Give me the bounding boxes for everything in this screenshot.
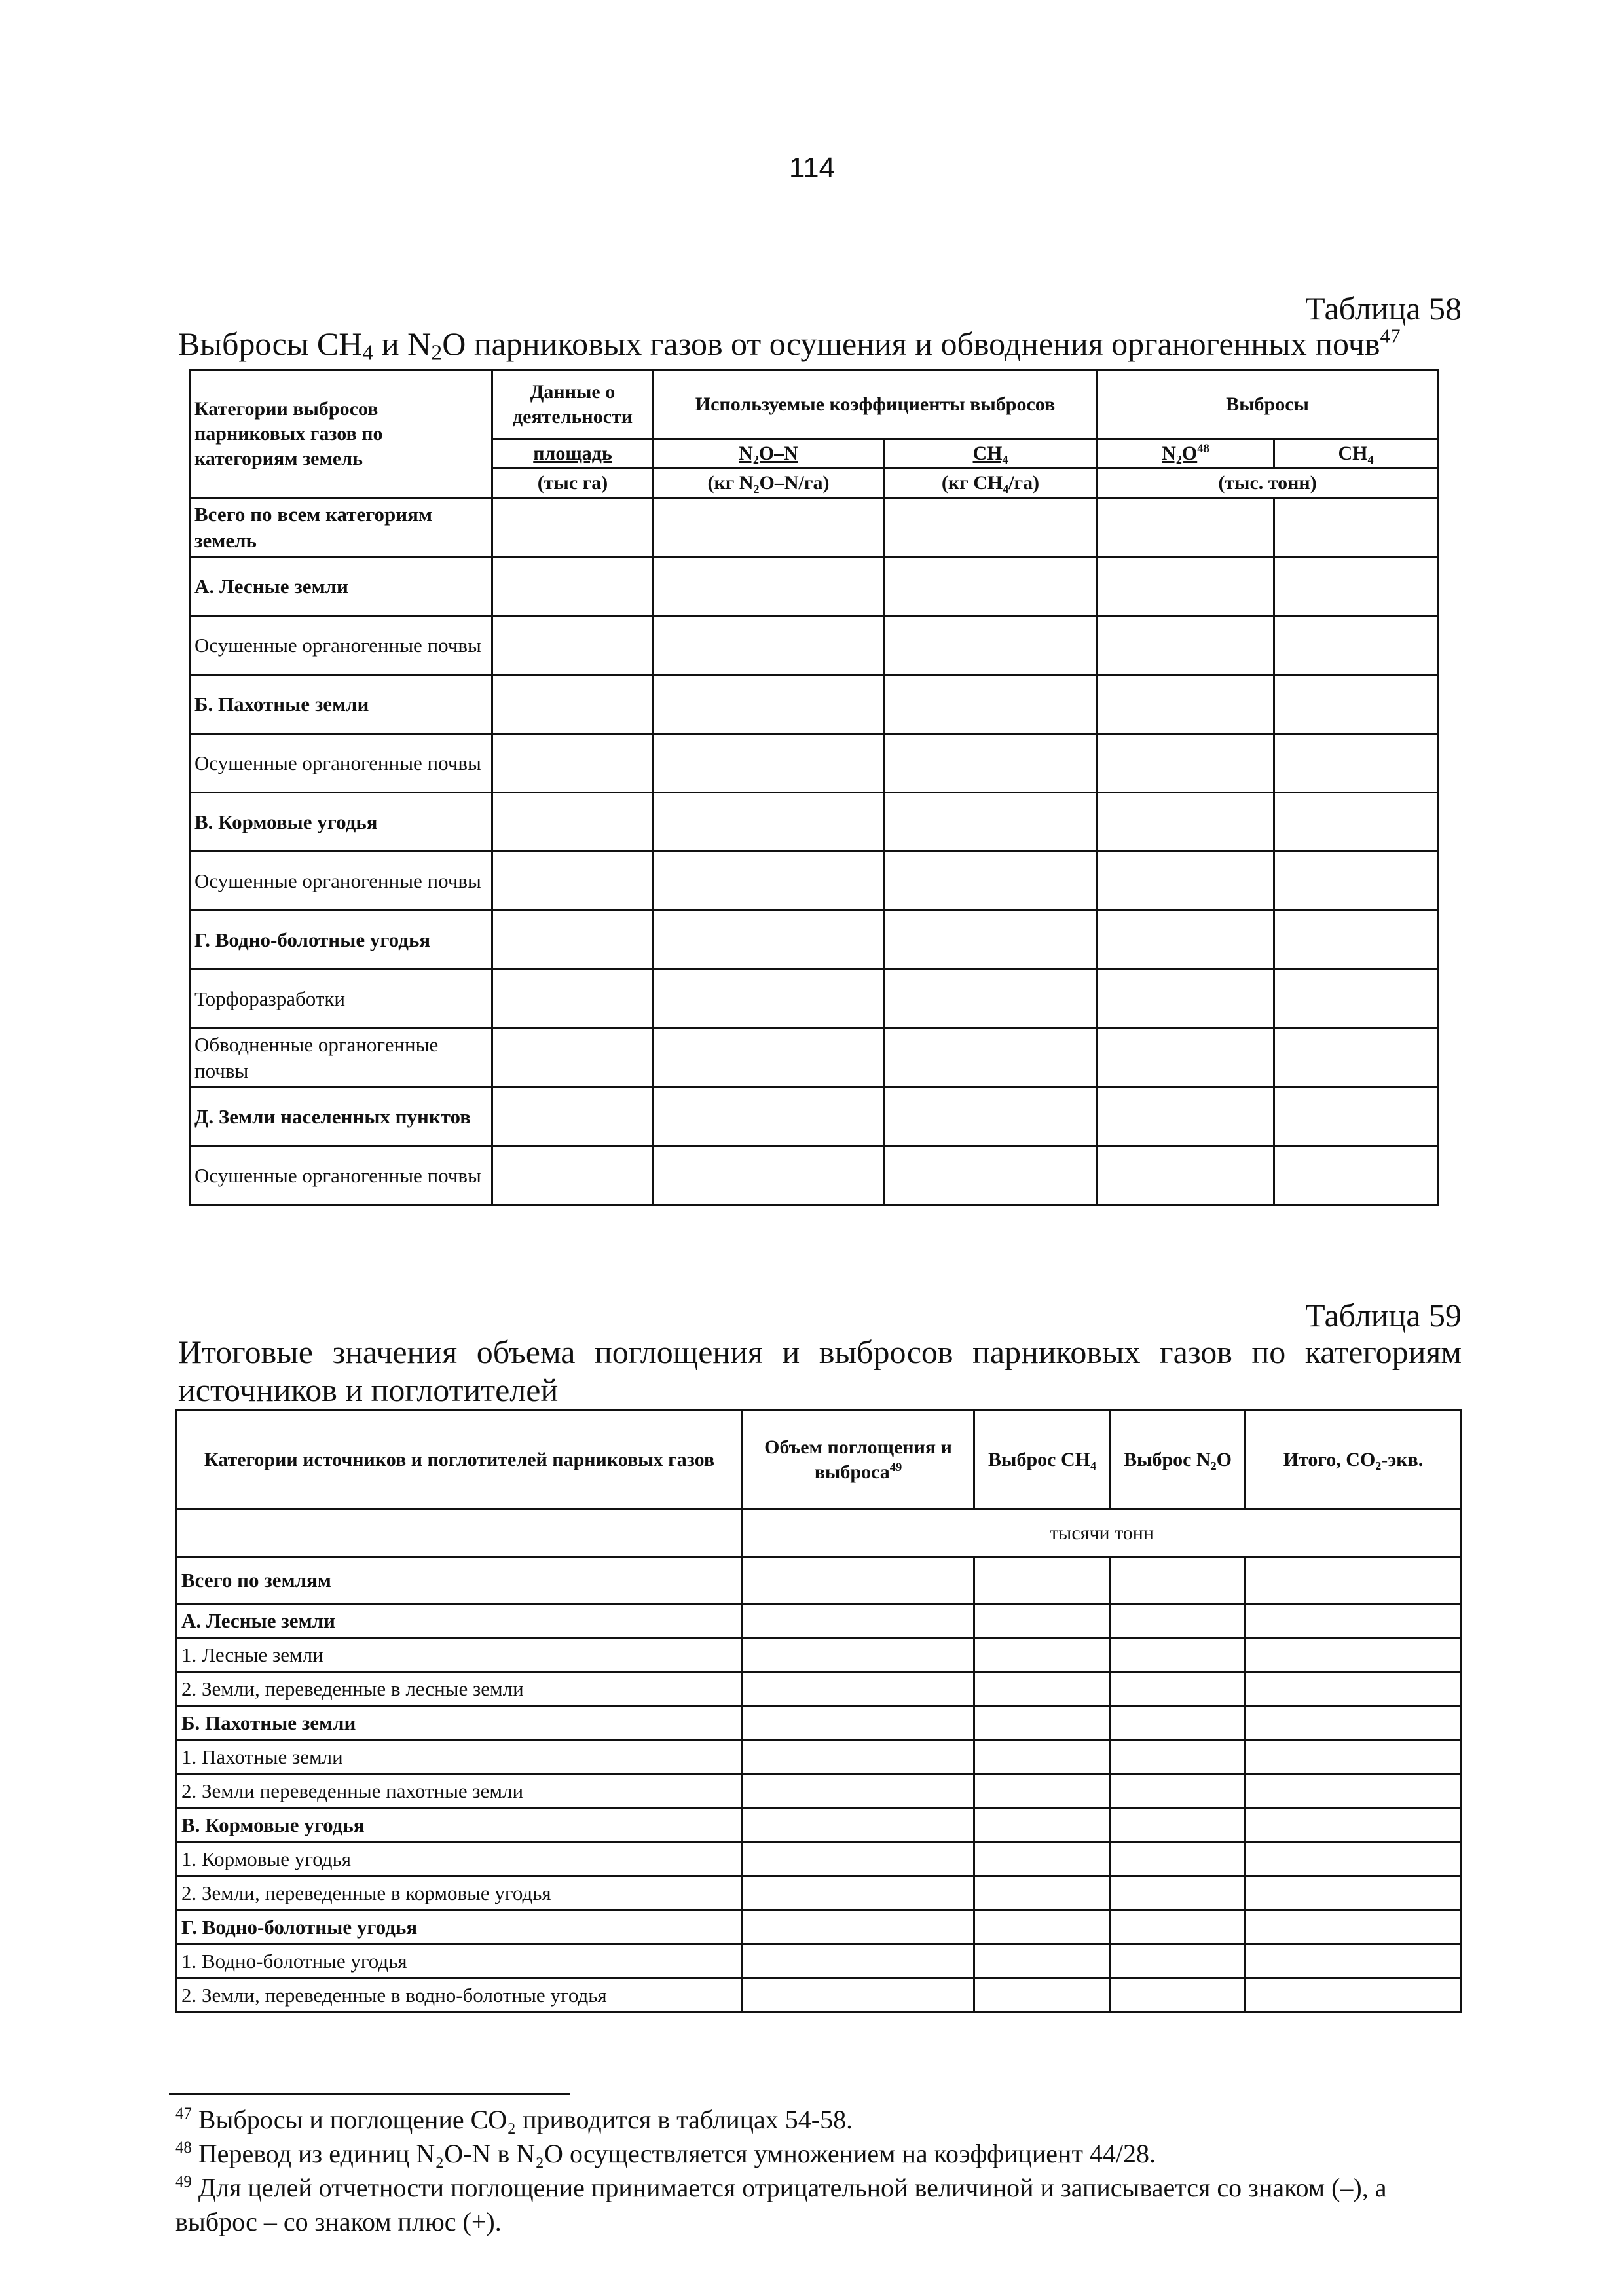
empty-cell [884, 1087, 1098, 1146]
empty-cell [654, 616, 884, 675]
row-label: 1. Пахотные земли [177, 1740, 743, 1774]
empty-cell [1246, 1876, 1462, 1910]
row-label: Обводненные органогенные почвы [190, 1029, 492, 1087]
empty-cell [884, 675, 1098, 734]
empty-cell [1098, 1087, 1274, 1146]
row-label: Б. Пахотные земли [190, 675, 492, 734]
table-58-row [190, 1029, 1438, 1087]
row-label: Торфоразработки [190, 970, 492, 1029]
empty-cell [1098, 1146, 1274, 1205]
empty-cell [974, 1740, 1111, 1774]
table-58-row [190, 734, 1438, 793]
table-59-row [177, 1740, 1462, 1774]
row-label: 2. Земли, переведенные в кормовые угодья [177, 1876, 743, 1910]
empty-cell [1111, 1672, 1246, 1706]
empty-cell [492, 1146, 654, 1205]
footnote-49: $^{49}$ Для целей отчетности поглощение принимается отрицательной величиной и записывается со знаком (–), а выброс – со знаком плюс (+). [175, 2173, 1387, 2236]
table-58-row [190, 675, 1438, 734]
table-59-row [177, 1808, 1462, 1842]
empty-cell [1098, 675, 1274, 734]
empty-cell [743, 1672, 974, 1706]
header-em-unit: (тыс. тонн) [1098, 469, 1438, 498]
table-58-row [190, 911, 1438, 970]
empty-cell [492, 675, 654, 734]
empty-cell [1111, 1978, 1246, 2013]
empty-cell [1274, 793, 1438, 852]
page-number: 114 [788, 152, 836, 184]
empty-cell [1274, 498, 1438, 557]
empty-cell [974, 1672, 1111, 1706]
empty-cell [884, 734, 1098, 793]
table-59 [175, 1409, 1462, 2013]
empty-cell [884, 1029, 1098, 1087]
footnote-48: $^{48}$ Перевод из единиц N₂O-N в N₂O осуществляется умножением на коэффициент 44/28. [175, 2139, 1156, 2168]
header-area-unit: (тыс га) [492, 469, 654, 498]
empty-cell [884, 911, 1098, 970]
empty-cell [1111, 1944, 1246, 1978]
table-58-title: Выбросы $CH_4$ и $N_2O$ парниковых газов от осушения и обводнения органогенных почв$^{47}$ [178, 324, 1401, 365]
empty-cell [492, 734, 654, 793]
empty-cell [974, 1774, 1111, 1808]
empty-cell [884, 498, 1098, 557]
row-label: Осушенные органогенные почвы [190, 734, 492, 793]
table-58 [189, 369, 1439, 1206]
table-58-row [190, 1146, 1438, 1205]
empty-cell [492, 793, 654, 852]
header-source-categories: Категории источников и поглотителей парниковых газов [177, 1410, 743, 1510]
empty-cell [1274, 675, 1438, 734]
table-59-row [177, 1604, 1462, 1638]
empty-cell [654, 498, 884, 557]
empty-cell [1274, 557, 1438, 616]
empty-cell [1246, 1706, 1462, 1740]
footnote-47: $^{47}$ Выбросы и поглощение CO₂ приводится в таблицах 54-58. [175, 2105, 853, 2134]
empty-cell [743, 1842, 974, 1876]
footnote-ref-49: 49 [889, 1460, 902, 1474]
empty-cell [974, 1944, 1111, 1978]
empty-cell [1098, 498, 1274, 557]
header-coef-n2o-unit: (кг N₂O–N/га) [654, 469, 884, 498]
empty-cell [1274, 616, 1438, 675]
empty-cell [1098, 970, 1274, 1029]
empty-cell [974, 1842, 1111, 1876]
empty-cell [1246, 1604, 1462, 1638]
row-label: 1. Лесные земли [177, 1638, 743, 1672]
row-label: 1. Кормовые угодья [177, 1842, 743, 1876]
empty-cell [492, 1087, 654, 1146]
header-emissions: Выбросы [1098, 370, 1438, 439]
header-n2o: Выброс N₂O [1111, 1410, 1246, 1510]
empty-cell [654, 1087, 884, 1146]
header-coef-ch4: CH₄ [884, 439, 1098, 469]
table-59-row [177, 1706, 1462, 1740]
header-unit: тысячи тонн [743, 1510, 1462, 1557]
empty-cell [1111, 1557, 1246, 1604]
table-58-row [190, 498, 1438, 557]
table-59-row [177, 1638, 1462, 1672]
header-em-n2o: $N_2O^{48}$ [1098, 439, 1274, 469]
empty-cell [1274, 911, 1438, 970]
footnote-ref-47: 47 [1380, 324, 1401, 348]
empty-cell [884, 970, 1098, 1029]
footnotes [175, 2103, 1459, 2239]
empty-cell [974, 1808, 1111, 1842]
row-label: В. Кормовые угодья [190, 793, 492, 852]
empty-cell [743, 1876, 974, 1910]
empty-cell [492, 616, 654, 675]
empty-cell [1274, 1146, 1438, 1205]
empty-cell [492, 970, 654, 1029]
empty-cell [654, 852, 884, 911]
empty-cell [654, 1029, 884, 1087]
row-label: Б. Пахотные земли [177, 1706, 743, 1740]
row-label: В. Кормовые угодья [177, 1808, 743, 1842]
header-em-ch4: CH₄ [1274, 439, 1438, 469]
empty-cell [974, 1876, 1111, 1910]
empty-cell [1111, 1808, 1246, 1842]
row-label: 1. Водно-болотные угодья [177, 1944, 743, 1978]
empty-cell [492, 498, 654, 557]
empty-cell [1246, 1672, 1462, 1706]
row-label: Осушенные органогенные почвы [190, 616, 492, 675]
empty-cell [1274, 1029, 1438, 1087]
row-label: Д. Земли населенных пунктов [190, 1087, 492, 1146]
empty-cell [1111, 1774, 1246, 1808]
empty-cell [492, 852, 654, 911]
empty-cell [884, 852, 1098, 911]
empty-cell [1274, 1087, 1438, 1146]
empty-cell [884, 1146, 1098, 1205]
table-59-row [177, 1944, 1462, 1978]
empty-cell [1246, 1638, 1462, 1672]
header-volume: Объем поглощения и выброса$^{49}$ [743, 1410, 974, 1510]
table-59-row [177, 1672, 1462, 1706]
header-coefficients: Используемые коэффициенты выбросов [654, 370, 1098, 439]
header-categories: Категории выбросов парниковых газов по категориям земель [190, 370, 492, 498]
empty-cell [1098, 557, 1274, 616]
empty-cell [654, 970, 884, 1029]
empty-cell [1274, 852, 1438, 911]
row-label: 2. Земли переведенные пахотные земли [177, 1774, 743, 1808]
row-label: Г. Водно-болотные угодья [190, 911, 492, 970]
row-label: Всего по всем категориям земель [190, 498, 492, 557]
empty-cell [884, 793, 1098, 852]
empty-cell [974, 1706, 1111, 1740]
empty-cell [743, 1774, 974, 1808]
empty-cell [1098, 793, 1274, 852]
empty-cell [1111, 1638, 1246, 1672]
empty-cell [1246, 1740, 1462, 1774]
table-59-row [177, 1876, 1462, 1910]
table-58-row [190, 557, 1438, 616]
empty-cell [1111, 1740, 1246, 1774]
empty-cell [1111, 1876, 1246, 1910]
empty-cell [492, 557, 654, 616]
empty-cell [1098, 616, 1274, 675]
empty-cell [1098, 734, 1274, 793]
empty-cell [654, 557, 884, 616]
header-activity: Данные о деятельности [492, 370, 654, 439]
table-59-label: Таблица 59 [1305, 1297, 1462, 1334]
empty-cell [743, 1638, 974, 1672]
empty-cell [1111, 1910, 1246, 1944]
empty-cell [654, 675, 884, 734]
table-59-row [177, 1842, 1462, 1876]
empty-cell [1098, 852, 1274, 911]
empty-cell [492, 911, 654, 970]
row-label: А. Лесные земли [190, 557, 492, 616]
empty-cell [743, 1740, 974, 1774]
row-label: Г. Водно-болотные угодья [177, 1910, 743, 1944]
header-coef-n2o: N₂O–N [654, 439, 884, 469]
empty-cell [654, 793, 884, 852]
empty-cell [743, 1557, 974, 1604]
empty-cell [743, 1604, 974, 1638]
empty-cell [1111, 1706, 1246, 1740]
empty-cell [654, 911, 884, 970]
empty-cell [1246, 1842, 1462, 1876]
empty-cell [1098, 911, 1274, 970]
table-59-body [177, 1557, 1462, 2013]
empty-cell [743, 1706, 974, 1740]
empty-cell [974, 1638, 1111, 1672]
row-label: Осушенные органогенные почвы [190, 852, 492, 911]
table-58-body [190, 498, 1438, 1205]
empty-cell [1274, 970, 1438, 1029]
empty-cell [1098, 1029, 1274, 1087]
empty-cell [1111, 1604, 1246, 1638]
empty-cell [974, 1557, 1111, 1604]
empty-cell [884, 616, 1098, 675]
footnote-rule [169, 2093, 570, 2095]
empty-cell [743, 1910, 974, 1944]
table-59-row [177, 1978, 1462, 2013]
footnote-ref-48: 48 [1197, 441, 1209, 456]
empty-cell [1246, 1944, 1462, 1978]
table-59-row [177, 1910, 1462, 1944]
empty-cell [974, 1910, 1111, 1944]
empty-cell [1246, 1774, 1462, 1808]
table-58-row [190, 852, 1438, 911]
table-58-row [190, 616, 1438, 675]
empty-cell [654, 734, 884, 793]
header-empty [177, 1510, 743, 1557]
table-58-label: Таблица 58 [1305, 290, 1462, 327]
table-59-row [177, 1557, 1462, 1604]
empty-cell [1246, 1808, 1462, 1842]
empty-cell [743, 1978, 974, 2013]
header-ch4: Выброс CH₄ [974, 1410, 1111, 1510]
table-58-row [190, 970, 1438, 1029]
empty-cell [974, 1604, 1111, 1638]
table-58-row [190, 1087, 1438, 1146]
row-label: Осушенные органогенные почвы [190, 1146, 492, 1205]
header-coef-ch4-unit: (кг CH₄/га) [884, 469, 1098, 498]
table-59-title: Итоговые значения объема поглощения и выбросов парниковых газов по категориям источников и поглотителей [178, 1334, 1462, 1408]
empty-cell [1246, 1978, 1462, 2013]
row-label: Всего по землям [177, 1557, 743, 1604]
header-total: Итого, CO₂-экв. [1246, 1410, 1462, 1510]
empty-cell [743, 1808, 974, 1842]
empty-cell [654, 1146, 884, 1205]
empty-cell [1111, 1842, 1246, 1876]
table-58-row [190, 793, 1438, 852]
empty-cell [743, 1944, 974, 1978]
row-label: А. Лесные земли [177, 1604, 743, 1638]
empty-cell [1246, 1910, 1462, 1944]
table-59-row [177, 1774, 1462, 1808]
empty-cell [1246, 1557, 1462, 1604]
empty-cell [1274, 734, 1438, 793]
row-label: 2. Земли, переведенные в лесные земли [177, 1672, 743, 1706]
row-label: 2. Земли, переведенные в водно-болотные угодья [177, 1978, 743, 2013]
empty-cell [492, 1029, 654, 1087]
empty-cell [974, 1978, 1111, 2013]
empty-cell [884, 557, 1098, 616]
header-area: площадь [492, 439, 654, 469]
